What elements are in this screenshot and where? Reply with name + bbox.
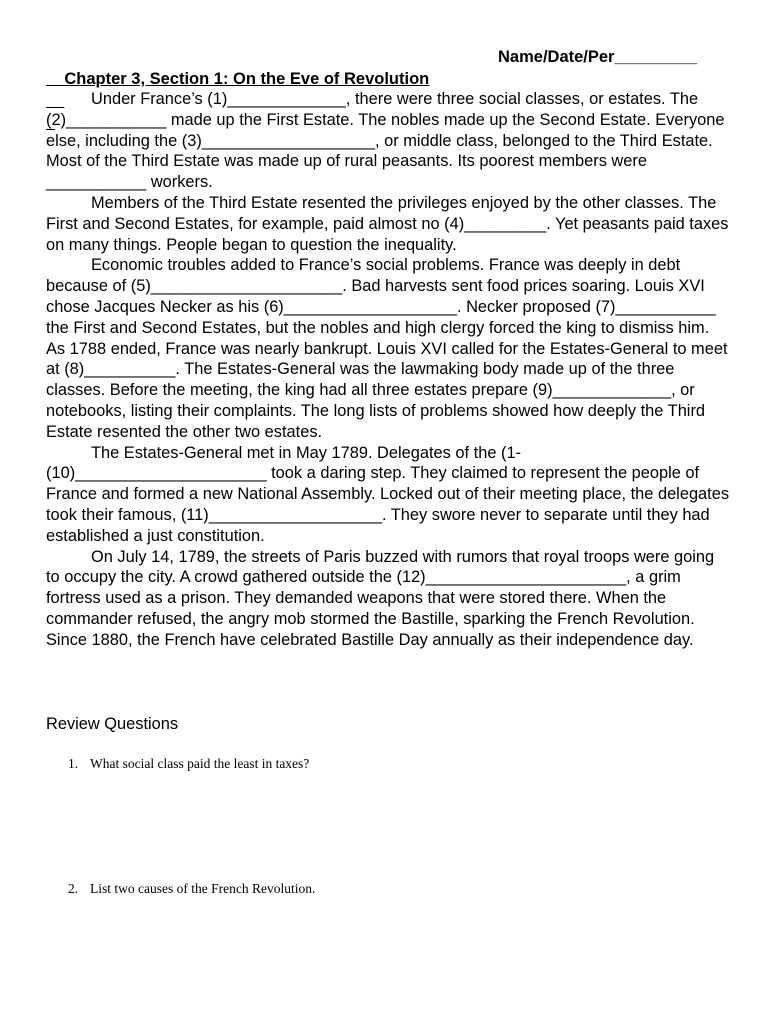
paragraph-social-classes: Under France’s (1)_____________, there were three social classes, or estates. The (2)___________ made up the First Estate. The nobles made up the Second Estate. Everyone else, including the (3)___________________, or middle class, belonged to the Third Estate. Most of the Third Estate was made up of rural peasants. Its poorest members were ___________ workers.: [46, 90, 725, 192]
question-text: List two causes of the French Revolution.: [90, 881, 316, 896]
paragraph-bastille: On July 14, 1789, the streets of Paris buzzed with rumors that royal troops were going to occupy the city. A crowd gathered outside the (12)______________________, a grim fortress used as a prison. They demanded weapons that were stored there. When the commander refused, the angry mob stormed the Bastille, sparking the French Revolution. Since 1880, the French have celebrated Bastille Day annually as their independence day.: [46, 547, 715, 649]
paragraph-economic-troubles: Economic troubles added to France’s social problems. France was deeply in debt because of (5)_____________________. Bad harvests sent food prices soaring. Louis XVI chose Jacques Necker as his (6)___________________. Necker proposed (7)___________ the First and Second Estates, but the nobles and high clergy forced the king to dismiss him. As 1788 ended, France was nearly bankrupt. Louis XVI called for the Estates-General to meet at (8)__________. The Estates-General was the lawmaking body made up of the three classes. Before the meeting, the king had all three estates prepare (9)_____________, or notebooks, listing their complaints. The long lists of problems showed how deeply the Third Estate resented the other two estates.: [46, 256, 728, 441]
question-number: 2.: [68, 881, 79, 896]
chapter-title: Chapter 3, Section 1: On the Eve of Revolution: [64, 70, 430, 88]
review-questions-heading: Review Questions: [46, 715, 179, 733]
question-number: 1.: [68, 756, 79, 771]
paragraph-estates-general: The Estates-General met in May 1789. Delegates of the (1-(10)_____________________ took a daring step. They claimed to represent the people of France and formed a new National Assembly. Locked out of their meeting place, the delegates took their famous, (11)___________________. They swore never to separate until they had established a just constitution.: [46, 443, 730, 545]
review-question-2: [68, 880, 315, 898]
reading-passage: [46, 89, 730, 651]
review-question-1: [68, 755, 309, 773]
paragraph-privileges: Members of the Third Estate resented the privileges enjoyed by the other classes. The First and Second Estates, for example, paid almost no (4)_________. Yet peasants paid taxes on many things. People began to question the inequality.: [46, 193, 729, 254]
question-text: What social class paid the least in taxes?: [90, 756, 310, 771]
name-date-period-line: Name/Date/Per_________: [498, 48, 698, 66]
